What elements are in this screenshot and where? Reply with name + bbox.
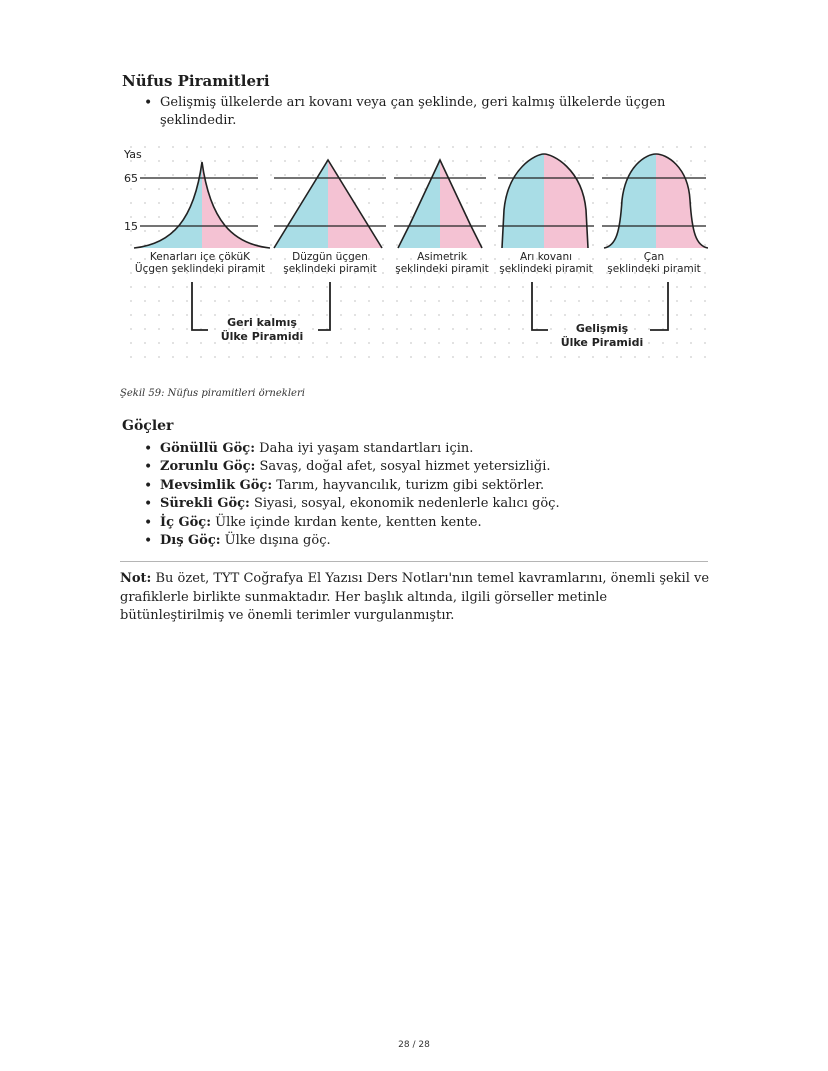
note-paragraph (120, 570, 710, 626)
shape-4-line1: Arı kovanı (519, 251, 573, 263)
list-item (144, 440, 704, 458)
definition: Daha iyi yaşam standartları için. (255, 441, 474, 456)
group-underdeveloped-line1: Geri kalmış (227, 316, 297, 329)
term: Mevsimlik Göç: (160, 477, 273, 493)
note-label: Not: (120, 571, 152, 586)
shape-1-line1: Kenarları içe çöküK (149, 251, 251, 263)
term: Gönüllü Göç: (160, 441, 256, 456)
list-item (144, 514, 704, 532)
definition: Ülke dışına göç. (220, 533, 331, 549)
axis-tick-15: 15 (124, 220, 138, 233)
group-developed-line2: Ülke Piramidi (560, 336, 644, 349)
list-item: • Gelişmiş ülkelerde arı kovanı veya çan şeklinde, geri kalmış ülkelerde üçgen şeklindedir. (144, 94, 684, 131)
list-item (144, 532, 704, 550)
shape-2-line2: şeklindeki piramit (283, 263, 377, 275)
definition: Siyasi, sosyal, ekonomik nedenlerle kalıcı göç. (249, 496, 560, 512)
page-number: 28 / 28 (398, 1040, 430, 1050)
definition: Tarım, hayvancılık, turizm gibi sektörler. (272, 477, 545, 493)
pyramids-bullet-list (144, 94, 684, 131)
term: Sürekli Göç: (160, 496, 250, 512)
group-developed-line1: Gelişmiş (575, 322, 629, 335)
axis-label-age: Yas (124, 148, 142, 161)
migration-bullet-list (144, 440, 704, 550)
axis-tick-65: 65 (124, 172, 138, 185)
section-title-pyramids: Nüfus Piramitleri (122, 72, 270, 90)
shape-4-line2: şeklindeki piramit (499, 263, 593, 275)
definition: Ülke içinde kırdan kente, kentten kente. (211, 514, 482, 530)
section-title-migration: Göçler (122, 418, 174, 434)
population-pyramids-figure (124, 140, 708, 360)
term: İç Göç: (160, 514, 212, 530)
term: Dış Göç: (160, 533, 221, 549)
shape-5-line2: şeklindeki piramit (607, 263, 701, 275)
horizontal-rule (120, 561, 708, 562)
shape-3-line2: şeklindeki piramit (395, 263, 489, 275)
definition: Savaş, doğal afet, sosyal hizmet yetersizliği. (255, 459, 551, 475)
list-item (144, 495, 704, 513)
list-item (144, 477, 704, 495)
shape-2-line1: Düzgün üçgen (292, 251, 368, 263)
term: Zorunlu Göç: (160, 459, 256, 475)
group-underdeveloped-line2: Ülke Piramidi (220, 330, 304, 343)
shape-3-line1: Asimetrik (417, 251, 467, 263)
note-text: Bu özet, TYT Coğrafya El Yazısı Ders Notları'nın temel kavramlarını, önemli şekil ve grafiklerle birlikte sunmaktadır. Her başlık altında, ilgili görseller metinle bütünleştirilmiş ve önemli terimler vurgulanmıştır. (120, 571, 710, 623)
shape-1-line2: Üçgen şeklindeki piramit (134, 263, 266, 275)
list-item (144, 458, 704, 476)
figure-caption: Şekil 59: Nüfus piramitleri örnekleri (120, 388, 305, 399)
shape-5-line1: Çan (643, 251, 665, 263)
